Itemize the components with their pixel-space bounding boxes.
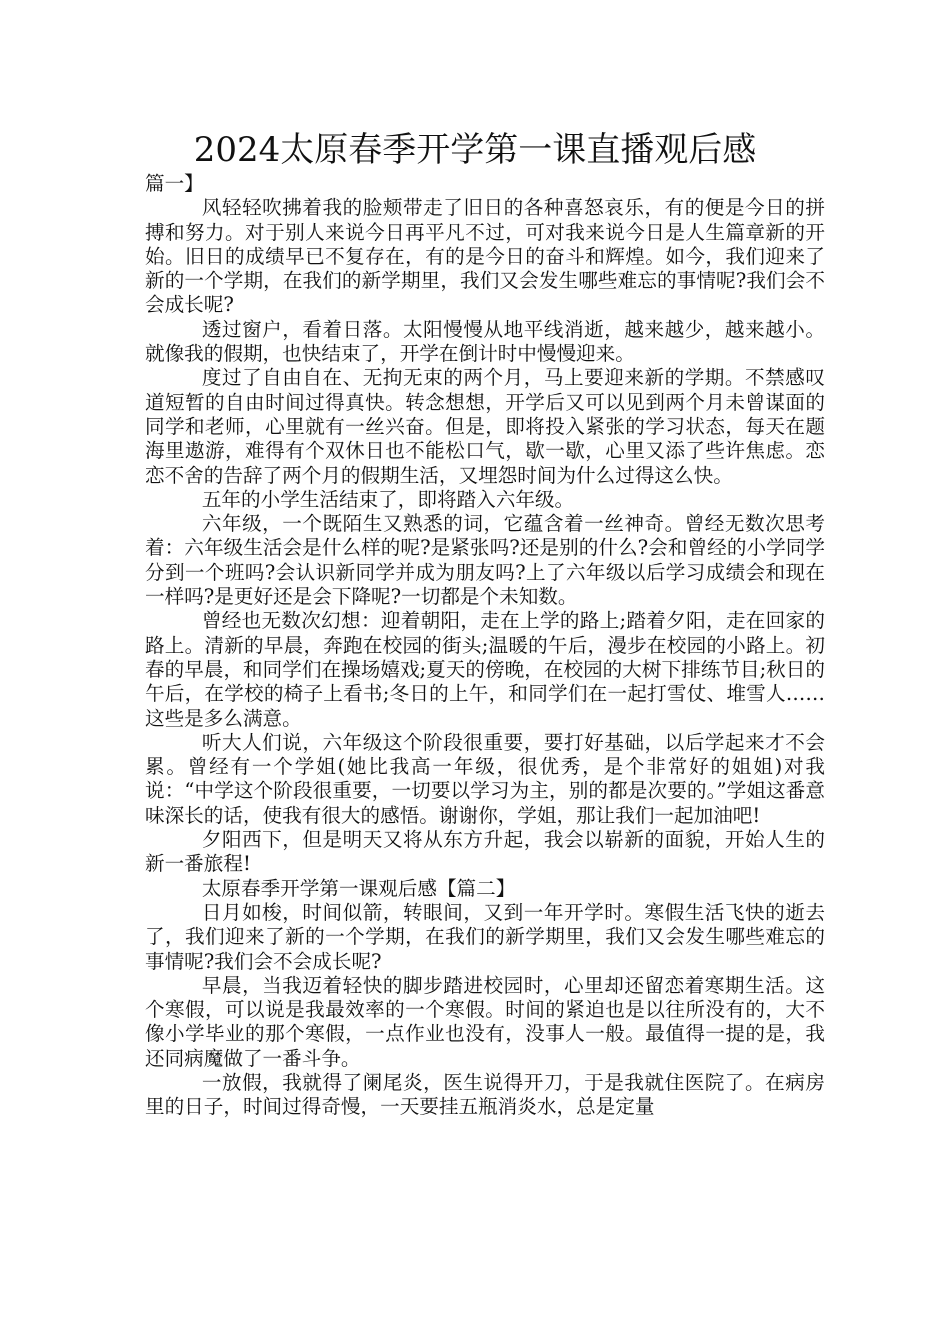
body-paragraph: 早晨，当我迈着轻快的脚步踏进校园时，心里却还留恋着寒期生活。这个寒假，可以说是我最效率的一个寒假。时间的紧迫也是以往所没有的，大不像小学毕业的那个寒假，一点作业也没有，没事人一般。最值得一提的是，我还同病魔做了一番斗争。 <box>145 973 825 1070</box>
body-paragraph: 六年级，一个既陌生又熟悉的词，它蕴含着一丝神奇。曾经无数次思考着：六年级生活会是什么样的呢?是紧张吗?还是别的什么?会和曾经的小学同学分到一个班吗?会认识新同学并成为朋友吗?上了六年级以后学习成绩会和现在一样吗?是更好还是会下降呢?一切都是个未知数。 <box>145 512 825 609</box>
body-paragraph: 听大人们说，六年级这个阶段很重要，要打好基础，以后学起来才不会累。曾经有一个学姐(她比我高一年级，很优秀，是个非常好的姐姐)对我说：“中学这个阶段很重要，一切要以学习为主，别的都是次要的。”学姐这番意味深长的话，使我有很大的感悟。谢谢你，学姐，那让我们一起加油吧! <box>145 730 825 827</box>
body-paragraph: 一放假，我就得了阑尾炎，医生说得开刀，于是我就住医院了。在病房里的日子，时间过得奇慢，一天要挂五瓶消炎水，总是定量 <box>145 1070 825 1119</box>
body-paragraph: 透过窗户，看着日落。太阳慢慢从地平线消逝，越来越少，越来越小。就像我的假期，也快结束了，开学在倒计时中慢慢迎来。 <box>145 317 825 366</box>
body-paragraph: 五年的小学生活结束了，即将踏入六年级。 <box>201 487 575 511</box>
document-title: 2024太原春季开学第一课直播观后感 <box>193 130 757 170</box>
body-paragraph: 日月如梭，时间似箭，转眼间，又到一年开学时。寒假生活飞快的逝去了，我们迎来了新的一个学期，在我们的新学期里，我们又会发生哪些难忘的事情呢?我们会不会成长呢? <box>145 900 825 973</box>
body-paragraph: 度过了自由自在、无拘无束的两个月，马上要迎来新的学期。不禁感叹道短暂的自由时间过得真快。转念想想，开学后又可以见到两个月未曾谋面的同学和老师，心里就有一丝兴奋。但是，即将投入紧张的学习状态，每天在题海里遨游，难得有个双休日也不能松口气，歇一歇，心里又添了些许焦虑。恋恋不舍的告辞了两个月的假期生活，又埋怨时间为什么过得这么快。 <box>145 366 825 487</box>
body-paragraph: 风轻轻吹拂着我的脸颊带走了旧日的各种喜怒哀乐，有的便是今日的拼搏和努力。对于别人来说今日再平凡不过，可对我来说今日是人生篇章新的开始。旧日的成绩早已不复存在，有的是今日的奋斗和辉煌。如今，我们迎来了新的一个学期，在我们的新学期里，我们又会发生哪些难忘的事情呢?我们会不会成长呢? <box>145 196 825 317</box>
body-paragraph: 曾经也无数次幻想：迎着朝阳，走在上学的路上;踏着夕阳，走在回家的路上。清新的早晨，奔跑在校园的街头;温暖的午后，漫步在校园的小路上。初春的早晨，和同学们在操场嬉戏;夏天的傍晚，在校园的大树下排练节目;秋日的午后，在学校的椅子上看书;冬日的上午，和同学们在一起打雪仗、堆雪人……这些是多么满意。 <box>145 609 825 730</box>
section-heading: 篇一】 <box>145 172 204 195</box>
body-paragraph: 太原春季开学第一课观后感【篇二】 <box>201 876 516 900</box>
document-body <box>145 172 825 1120</box>
body-paragraph: 夕阳西下，但是明天又将从东方升起，我会以崭新的面貌，开始人生的新一番旅程! <box>145 828 825 876</box>
